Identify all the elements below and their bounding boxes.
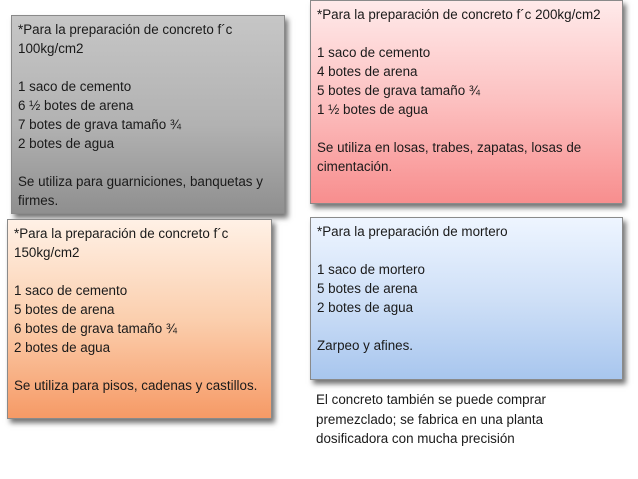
note-text: El concreto también se puede comprar premezclado; se fabrica en una planta dosificadora con mucha precisión [316,392,546,446]
card-concreto-100 [11,15,285,214]
list-item: 2 botes de agua [18,136,115,151]
card-title: *Para la preparación de mortero [317,224,508,239]
list-item: 5 botes de grava tamaño ¾ [317,83,481,98]
card-use: Se utiliza para pisos, cadenas y castillos. [14,378,258,393]
card-title: *Para la preparación de concreto f´c 200kg/cm2 [317,7,601,22]
list-item: 6 ½ botes de arena [18,98,134,113]
list-item: 5 botes de arena [14,302,115,317]
card-concreto-200 [310,0,623,204]
list-item: 2 botes de agua [317,300,414,315]
card-concreto-150 [7,219,272,419]
card-use: Se utiliza para guarniciones, banquetas y firmes. [18,174,263,208]
card-use: Zarpeo y afines. [317,338,414,353]
list-item: 7 botes de grava tamaño ¾ [18,117,182,132]
card-use: Se utiliza en losas, trabes, zapatas, losas de cimentación. [317,140,582,174]
list-item: 1 saco de cemento [317,45,431,60]
list-item: 1 ½ botes de agua [317,102,428,117]
list-item: 6 botes de grava tamaño ¾ [14,321,178,336]
card-title: *Para la preparación de concreto f´c 100kg/cm2 [18,22,233,56]
list-item: 4 botes de arena [317,64,418,79]
card-mortero [310,217,623,380]
card-title: *Para la preparación de concreto f´c 150kg/cm2 [14,226,229,260]
list-item: 1 saco de cemento [18,79,132,94]
list-item: 1 saco de cemento [14,283,128,298]
list-item: 5 botes de arena [317,281,418,296]
list-item: 2 botes de agua [14,340,111,355]
premezclado-note [316,390,616,449]
list-item: 1 saco de mortero [317,262,425,277]
